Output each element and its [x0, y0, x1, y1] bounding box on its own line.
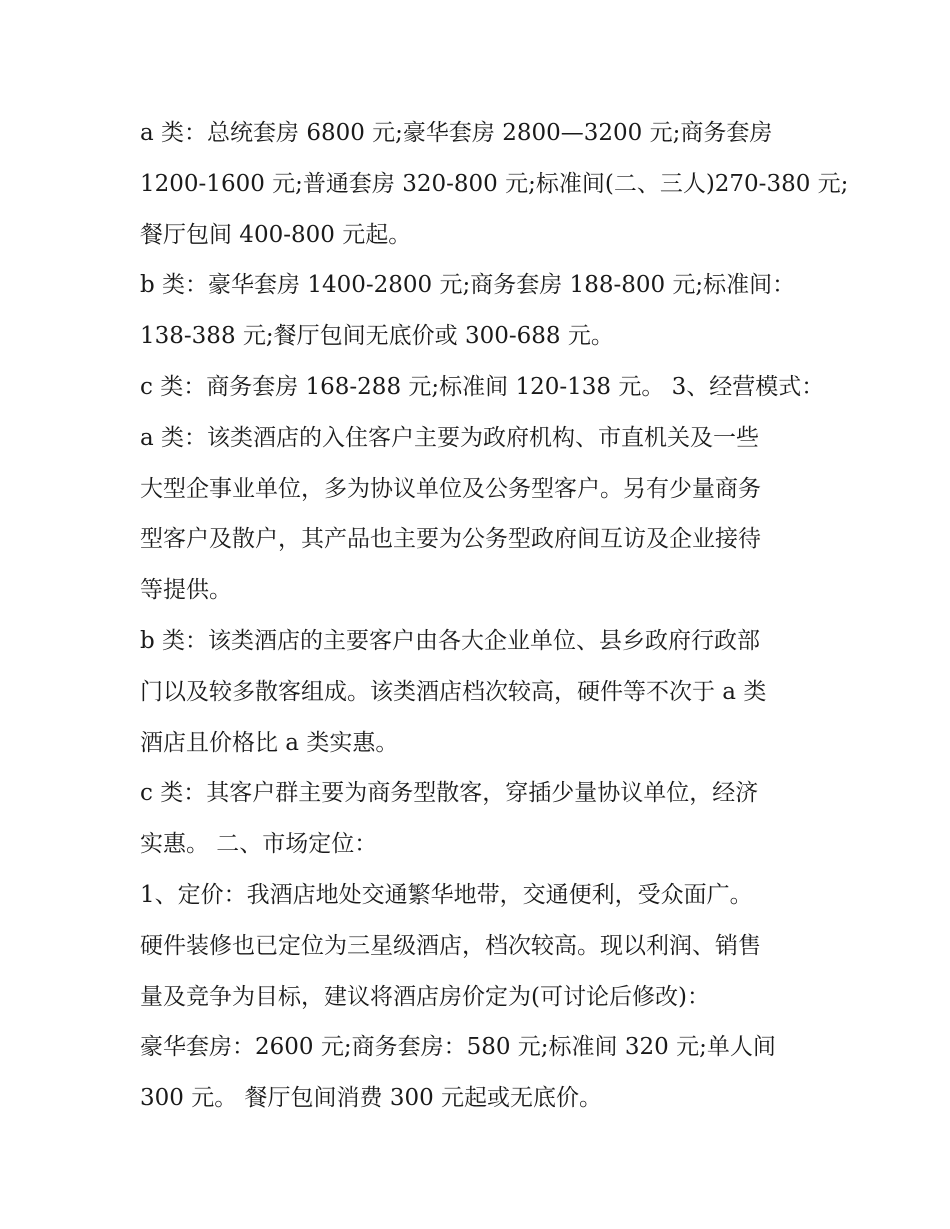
text-line: 等提供。 [140, 577, 232, 604]
text-line: 门以及较多散客组成。该类酒店档次较高，硬件等不次于 a 类 [140, 678, 767, 705]
text-line: 硬件装修也已定位为三星级酒店，档次较高。现以利润、销售 [140, 932, 761, 959]
text-line: 型客户及散户，其产品也主要为公务型政府间互访及企业接待 [140, 526, 761, 553]
text-line: 酒店且价格比 a 类实惠。 [140, 729, 399, 756]
text-line: 1200-1600 元;普通套房 320-800 元;标准间(二、三人)270-380 元; [140, 170, 849, 197]
text-line: b 类：豪华套房 1400-2800 元;商务套房 188-800 元;标准间： [140, 272, 796, 299]
text-line: c 类：其客户群主要为商务型散客，穿插少量协议单位，经济 [140, 780, 759, 807]
text-line: 1、定价：我酒店地处交通繁华地带，交通便利，受众面广。 [140, 881, 753, 908]
text-line: 量及竞争为目标，建议将酒店房价定为(可讨论后修改)： [140, 983, 710, 1010]
text-line: a 类：该类酒店的入住客户主要为政府机构、市直机关及一些 [140, 424, 760, 451]
text-line: 实惠。 二、市场定位： [140, 831, 378, 858]
text-line: 138-388 元;餐厅包间无底价或 300-688 元。 [140, 323, 614, 350]
text-line: a 类：总统套房 6800 元;豪华套房 2800—3200 元;商务套房 [140, 120, 773, 146]
text-line: 餐厅包间 400-800 元起。 [140, 221, 412, 248]
text-line: c 类：商务套房 168-288 元;标准间 120-138 元。 3、经营模式： [140, 373, 825, 400]
text-line: 300 元。 餐厅包间消费 300 元起或无底价。 [140, 1085, 603, 1112]
text-line: 大型企事业单位，多为协议单位及公务型客户。另有少量商务 [140, 475, 761, 502]
text-line: 豪华套房：2600 元;商务套房：580 元;标准间 320 元;单人间 [140, 1034, 776, 1061]
text-line: b 类：该类酒店的主要客户由各大企业单位、县乡政府行政部 [140, 627, 761, 654]
body-text [140, 108, 849, 1124]
